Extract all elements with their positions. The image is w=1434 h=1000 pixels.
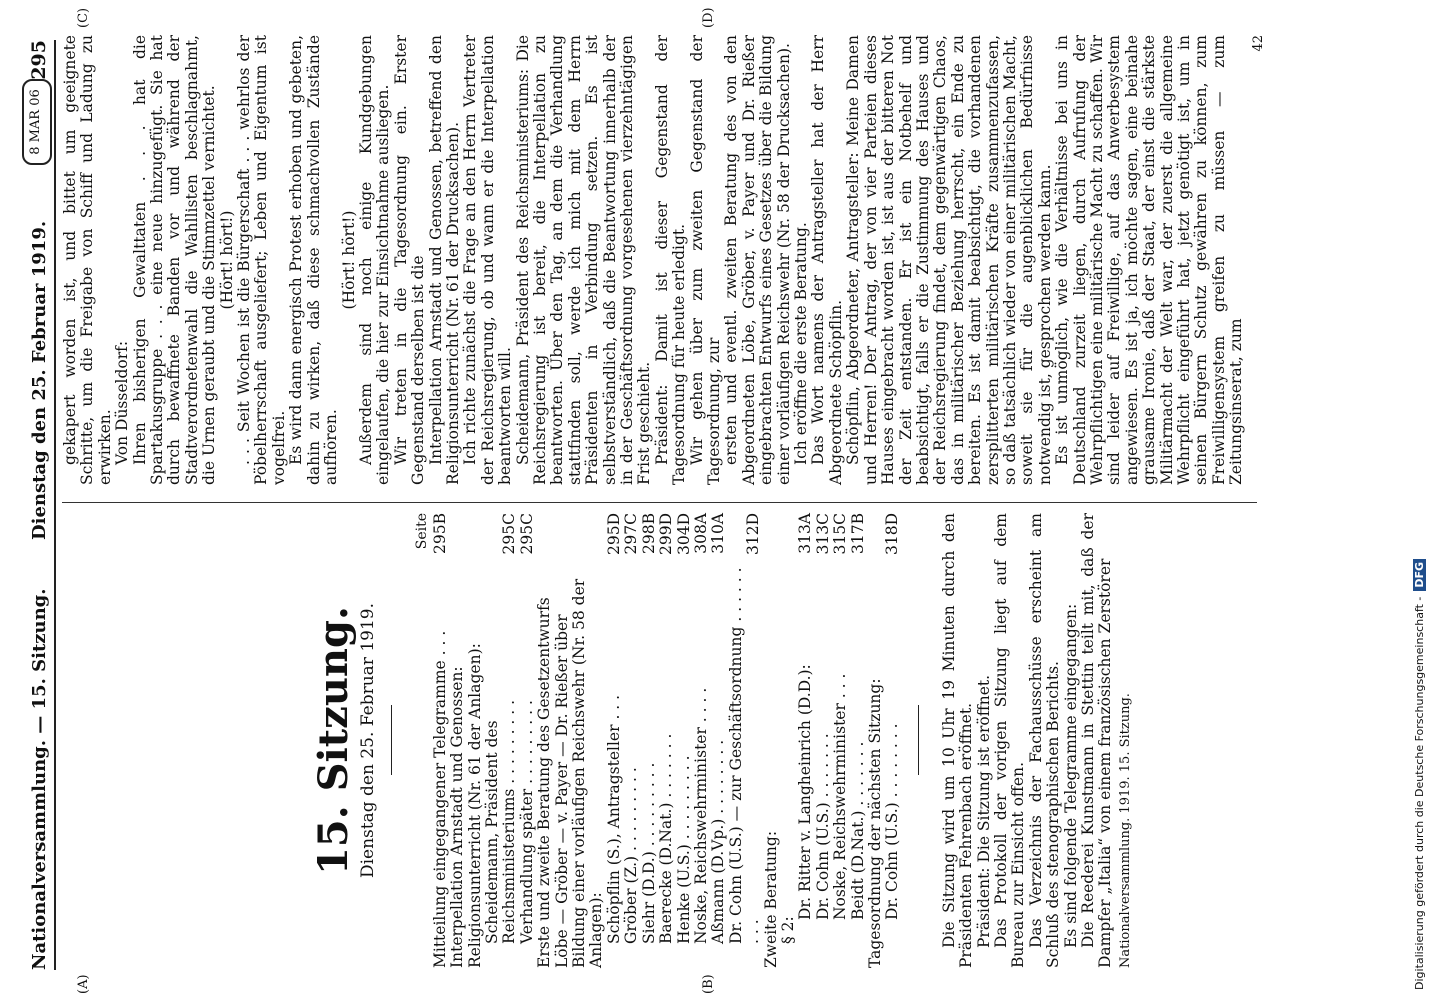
toc-row bbox=[519, 513, 536, 968]
library-stamp: 8 MAR 06 bbox=[22, 79, 52, 165]
sideband-caption: Digitalisierung gefördert durch die Deutsche Forschungsgemeinschaft - bbox=[1413, 596, 1426, 990]
toc-entry-text: Gröber (Z.) . . . . . . . . . bbox=[622, 767, 641, 944]
toc-entry-text: § 2: bbox=[778, 916, 797, 944]
right-paragraph: Interpellation Arnstadt und Genossen, betreffend den Religionsunterricht (Nr. 61 der Drucksachen). bbox=[426, 35, 462, 485]
toc-entry-text: Noske, Reichswehrminister . . . bbox=[831, 673, 850, 920]
toc-row bbox=[797, 513, 814, 968]
title-rule bbox=[391, 706, 392, 776]
toc-entry-text: Beidt (D.Nat.) . . . . . . . bbox=[848, 741, 867, 920]
toc-row bbox=[676, 513, 693, 968]
toc-row bbox=[432, 513, 449, 968]
interjection: (Hört! hört!) bbox=[217, 210, 236, 310]
toc-entry-text: Erste und zweite Beratung des Gesetzentwurfs Löbe — Gröber — v. Payer — Dr. Rießer über Bildung einer vorläufigen Reichswehr (Nr. 58 der Anlagen): bbox=[535, 578, 606, 968]
right-paragraph: Ich eröffne die erste Beratung. bbox=[792, 222, 811, 465]
left-paragraph: Präsident: Die Sitzung ist eröffnet. bbox=[974, 674, 993, 948]
toc-entry-text: Tagesordnung der nächsten Sitzung: bbox=[865, 678, 884, 968]
toc-row bbox=[623, 513, 640, 968]
toc-entry-text: Baerecke (D.Nat.) . . . . . . . bbox=[657, 733, 676, 944]
signature-number: 42 bbox=[1250, 35, 1266, 52]
toc-entry-text: Siehr (D.D.) . . . . . . . . . bbox=[639, 762, 658, 944]
margin-letter-b: (B) bbox=[701, 974, 716, 994]
right-paragraph: ersten und eventl. zweiten Beratung des von den Abgeordneten Löbe, Gröber, v. Payer und Dr. Rießer eingebrachten Entwurfs eines Gesetzes über die Bildung einer vorläufigen Reichswehr (Nr. 58 der Drucksachen). bbox=[722, 35, 793, 485]
session-title: 15. Sitzung. bbox=[310, 606, 357, 875]
left-paragraph: Die Reederei Kunstmann in Stettin teilt mit, daß der Dampfer „Italia“ von einem französischen Zerstörer bbox=[1079, 513, 1115, 968]
toc-entry-page bbox=[536, 513, 606, 561]
left-footer: Nationalversammlung. 1919. 15. Sitzung. bbox=[1117, 693, 1133, 968]
toc-entry-page: 315C bbox=[831, 513, 850, 555]
toc-entry-page: 313C bbox=[813, 513, 832, 555]
left-paragraphs bbox=[941, 513, 1115, 968]
toc-entry-text: Interpellation Arnstadt und Genossen: Religionsunterricht (Nr. 61 der Anlagen): bbox=[448, 643, 484, 968]
toc-entry-text: Dr. Cohn (U.S.) — zur Geschäftsordnung . . . . . . . . . bbox=[726, 567, 763, 944]
toc-row bbox=[728, 513, 763, 968]
toc-entry-page bbox=[780, 513, 797, 561]
right-paragraph: gekapert worden ist, und bittet um geeignete Schritte, um die Freigabe von Schiff und Ladung zu erwirken. bbox=[61, 35, 114, 485]
toc-row bbox=[867, 513, 884, 968]
toc-entry-text: Dr. Ritter v. Langheinrich (D.D.): bbox=[796, 664, 815, 920]
toc-entry-page bbox=[867, 513, 884, 561]
toc-row bbox=[832, 513, 849, 968]
right-paragraph: Scheidemann, Präsident des Reichsministeriums: Die Reichsregierung ist bereit, die Interpellation zu beantworten. Über den Tag, an dem die Verhandlung stattfinden soll, werde ich mich mit dem Herrn Präsidenten in Verbindung setzen. Es ist selbstverständlich, daß die Beantwortung innerhalb der in der Geschäftsordnung vorgesehenen vierzehntägigen Frist geschieht. bbox=[513, 35, 654, 485]
toc-entry-page: 312D bbox=[744, 513, 763, 556]
table-of-contents bbox=[432, 513, 902, 968]
toc-entry-page bbox=[449, 513, 484, 561]
right-paragraph: Das Wort namens der Antragsteller hat der Herr Abgeordnete Schöpflin. bbox=[809, 35, 845, 485]
toc-row bbox=[710, 513, 727, 968]
toc-entry-page: 295B bbox=[430, 513, 449, 554]
toc-entry-page: 297C bbox=[622, 513, 641, 555]
toc-entry-text: Mitteilung eingegangener Telegramme . . . bbox=[430, 630, 449, 968]
margin-letter-c: (C) bbox=[76, 7, 91, 28]
toc-entry-text: Aßmann (D.Vp.) . . . . . . . . bbox=[709, 739, 728, 944]
toc-entry-page: 298B bbox=[639, 513, 658, 554]
toc-row bbox=[484, 513, 519, 968]
toc-entry-page: 304D bbox=[674, 513, 693, 556]
toc-rule bbox=[918, 706, 919, 776]
toc-entry-page: 318D bbox=[883, 513, 902, 556]
toc-row bbox=[536, 513, 606, 968]
margin-letter-a: (A) bbox=[76, 974, 91, 994]
session-date: Dienstag den 25. Februar 1919. bbox=[358, 603, 378, 879]
right-paragraph: Von Düsseldorf: bbox=[113, 340, 132, 465]
toc-entry-text: Scheidemann, Präsident des Reichsministeriums . . . . . . . . . bbox=[483, 699, 519, 944]
right-paragraph: Es wird dann energisch Protest erhoben und gebeten, dahin zu wirken, daß diese schmachvollen Zustände aufhören. bbox=[287, 35, 341, 485]
left-paragraph: Die Sitzung wird um 10 Uhr 19 Minuten durch den Präsidenten Fehrenbach eröffnet. bbox=[939, 513, 976, 968]
toc-entry-page: 308A bbox=[691, 513, 710, 554]
toc-entry-page: 295D bbox=[604, 513, 623, 556]
toc-entry-text: Dr. Cohn (U.S.) . . . . . . . bbox=[813, 733, 832, 920]
toc-entry-page bbox=[763, 513, 780, 561]
right-paragraph: Ihren bisherigen Gewalttaten . . . hat die Spartakusgruppe . . . eine neue hinzugefügt. Sie hat durch bewaffnete Banden vor und während der Stadtverordnetenwahl die Wahllisten beschlagnahmt, die Urnen geraubt und die Stimmzettel vernichtet. bbox=[130, 35, 219, 485]
right-paragraph: Schöpflin, Abgeordneter, Antragsteller: Meine Damen und Herren! Der Antrag, der von vier Parteien dieses Hauses eingebracht worden ist, ist aus der bitteren Not der Zeit entstanden. Er ist ein Notbehelf und beabsichtigt, falls er die Zustimmung des Hauses und der Reichsregierung findet, dem gegenwärtigen Chaos, das in militärischer Beziehung herrscht, ein Ende zu bereiten. Es ist damit beabsichtigt, die vorhandenen zersplitterten militärischen Kräfte zusammenzufassen, so daß tatsächlich wieder von einer militärischen Macht, soweit sie für die augenblicklichen Bedürfnisse notwendig ist, gesprochen werden kann. bbox=[844, 35, 1054, 485]
right-paragraphs bbox=[62, 35, 1246, 485]
toc-entry-text: Verhandlung später . . . . . . . . . bbox=[517, 700, 536, 944]
toc-row bbox=[850, 513, 867, 968]
right-paragraph: Außerdem sind noch einige Kundgebungen eingelaufen, die hier zur Einsichtnahme ausliegen. bbox=[356, 35, 393, 485]
toc-row bbox=[884, 513, 901, 968]
toc-entry-text: Zweite Beratung: bbox=[761, 830, 780, 968]
toc-entry-page: 313A bbox=[796, 513, 815, 554]
toc-entry-text: Dr. Cohn (U.S.) . . . . . . . . bbox=[883, 723, 902, 920]
toc-row bbox=[815, 513, 832, 968]
toc-seite-label: Seite bbox=[414, 513, 431, 550]
toc-entry-page: 299D bbox=[657, 513, 676, 556]
right-paragraph: Präsident: Damit ist dieser Gegenstand der Tagesordnung für heute erledigt. bbox=[652, 35, 689, 485]
right-paragraph: . . . Seit Wochen ist die Bürgerschaft . . . wehrlos der Pöbelherrschaft ausgeliefert; Leben und Eigentum ist vogelfrei. bbox=[235, 35, 288, 485]
toc-entry-page: 317B bbox=[848, 513, 867, 554]
toc-entry-page: 295C bbox=[500, 513, 519, 555]
right-paragraph: Wir gehen über zum zweiten Gegenstand der Tagesordnung, zur bbox=[687, 35, 724, 485]
digitization-sideband bbox=[1412, 0, 1434, 1000]
interjection: (Hört! hört!) bbox=[339, 210, 358, 310]
toc-entry-page: 295C bbox=[517, 513, 536, 555]
dfg-logo: DFG bbox=[1413, 559, 1426, 591]
right-paragraph: Wir treten in die Tagesordnung ein. Erster Gegenstand derselben ist die bbox=[391, 35, 428, 485]
toc-entry-page: 310A bbox=[709, 513, 728, 554]
toc-row bbox=[780, 513, 797, 968]
toc-entry-text: Noske, Reichswehrminister . . . . bbox=[691, 687, 710, 944]
toc-row bbox=[606, 513, 623, 968]
toc-row bbox=[658, 513, 675, 968]
right-column bbox=[62, 35, 1267, 485]
header-left: Nationalversammlung. — 15. Sitzung. bbox=[28, 588, 50, 970]
toc-row bbox=[763, 513, 780, 968]
sideband-text bbox=[1413, 10, 1433, 990]
toc-entry-text: Schöpflin (S.), Antragsteller . . . bbox=[604, 694, 623, 944]
right-paragraph: Ich richte zunächst die Frage an den Herrn Vertreter der Reichsregierung, ob und wann er die Interpellation beantworten will. bbox=[461, 35, 515, 485]
left-column bbox=[62, 513, 1134, 968]
left-paragraph: Das Protokoll der vorigen Sitzung liegt auf dem Bureau zur Einsicht offen. bbox=[992, 513, 1028, 968]
left-paragraph: Es sind folgende Telegramme eingegangen: bbox=[1061, 603, 1080, 948]
toc-entry-text: Henke (U.S.) . . . . . . . . . bbox=[674, 755, 693, 944]
toc-row bbox=[449, 513, 484, 968]
margin-letter-d: (D) bbox=[701, 7, 716, 28]
toc-row bbox=[693, 513, 710, 968]
page-number: 295 bbox=[27, 40, 50, 80]
left-paragraph: Das Verzeichnis der Fachausschüsse erscheint am Schluß des stenographischen Berichts. bbox=[1026, 513, 1063, 968]
right-paragraph: Es ist unmöglich, wie die Verhältnisse bei uns in Deutschland zurzeit liegen, durch Aufrufung der Wehrpflichtigen eine militärische Macht zu schaffen. Wir sind leider auf Freiwillige, auf das Anwerbesystem angewiesen. Es ist ja, ich möchte sagen, eine beinahe grausame Ironie, daß der Staat, der einst die stärkste Militärmacht der Welt war, der zuerst die allgemeine Wehrpflicht eingeführt hat, jetzt genötigt ist, um in seinen Bürgern Schutz gewähren zu können, zum Freiwilligensystem greifen zu müssen — zum Zeitungsinserat, zum bbox=[1053, 35, 1246, 485]
page-header bbox=[20, 40, 56, 970]
column-divider bbox=[62, 502, 1257, 503]
header-center: Dienstag den 25. Februar 1919. bbox=[28, 220, 50, 540]
toc-row bbox=[641, 513, 658, 968]
